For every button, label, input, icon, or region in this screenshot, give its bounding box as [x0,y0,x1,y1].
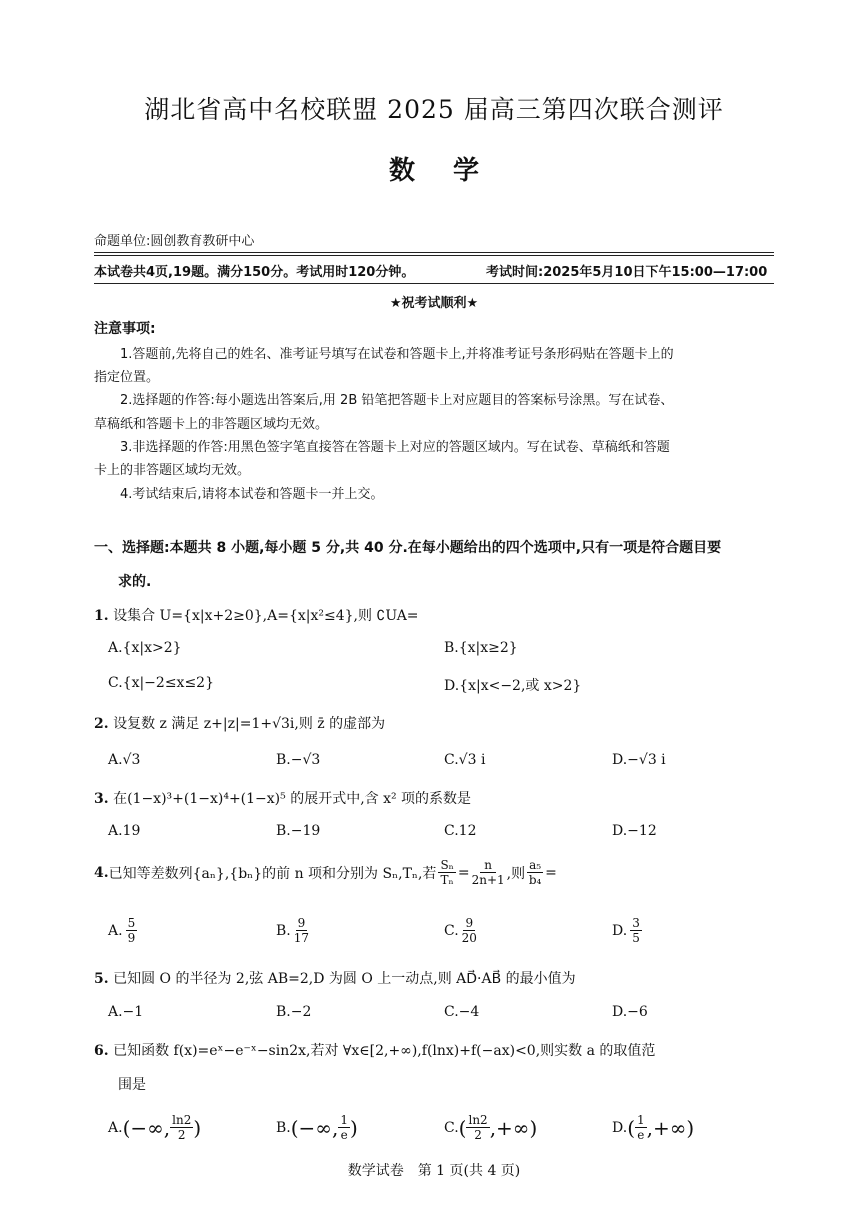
note-line: 指定位置。 [94,370,160,385]
notes-title: 注意事项: [94,321,156,337]
question-text: 已知圆 O 的半径为 2,弦 AB=2,D 为圆 O 上一动点,则 AD⃗·AB⃗ 的最小值为 [113,971,576,987]
question-6 [94,1040,655,1060]
note-line: 卡上的非答题区域均无效。 [94,463,251,478]
subject-title: 数学 [388,156,517,186]
option-a: A.19 [108,823,141,839]
option-a: A.{x|x>2} [108,640,182,656]
exam-time: 考试时间:2025年5月10日下午15:00—17:00 [486,265,768,280]
fraction: 9 20 [461,916,477,945]
question-1 [94,605,419,625]
option-b: B.{x|x≥2} [444,640,518,656]
fraction: ln2 2 [468,1113,488,1142]
option-b: B. (−∞, 1 e ) [276,1113,358,1142]
question-number: 4. [94,864,109,881]
option-d: D.−√3 i [612,752,666,768]
option-b: B.−2 [276,1004,312,1020]
question-3 [94,788,471,808]
option-c: C.{x|−2≤x≤2} [108,675,214,691]
exam-title: 湖北省高中名校联盟 2025 届高三第四次联合测评 [144,95,724,124]
option-c: C.−4 [444,1004,480,1020]
question-5 [94,968,576,988]
option-d: D.−12 [612,823,657,839]
question-number: 1. [94,608,109,624]
fraction: ln2 2 [172,1113,192,1142]
exam-info: 本试卷共4页,19题。满分150分。考试用时120分钟。 [94,265,415,280]
option-a: A.−1 [108,1004,144,1020]
divider-top [94,252,774,253]
note-line: 1.答题前,先将自己的姓名、准考证号填写在试卷和答题卡上,并将准考证号条形码贴在答题卡上的 [120,347,674,362]
fraction: 3 5 [632,916,640,945]
question-2 [94,713,385,733]
option-b: B.−19 [276,823,321,839]
section-heading: 一、选择题:本题共 8 小题,每小题 5 分,共 40 分.在每小题给出的四个选项中,只有一项是符合题目要 [94,540,722,556]
option-d: D. ( 1 e ,+∞) [612,1113,695,1142]
question-4: 4. 已知等差数列{aₙ},{bₙ}的前 n 项和分别为 Sₙ,Tₙ,若 $\frac{\text{Sₙ}}{\text{Tₙ}}$ = $\frac{n}{2n+1}$ ,则 $\frac{\text{a₅}}{\text{b₄}}$ = [94,858,557,887]
option-c: C. 9 20 [444,916,477,945]
author-unit: 命题单位:圆创教育教研中心 [94,234,255,249]
note-line: 3.非选择题的作答:用黑色签字笔直接答在答题卡上对应的答题区域内。写在试卷、草稿纸和答题 [120,440,670,455]
option-a: A.√3 [108,752,141,768]
option-d: D. 3 5 [612,916,640,945]
question-number: 6. [94,1043,109,1059]
wish-text: ★祝考试顺利★ [389,296,479,311]
option-b: B.−√3 [276,752,321,768]
option-a: A. (−∞, ln2 2 ) [108,1113,202,1142]
question-text: 已知等差数列{aₙ},{bₙ}的前 n 项和分别为 Sₙ,Tₙ,若 [108,865,437,882]
divider-top-2 [94,255,774,256]
fraction: $\frac{\text{Sₙ}}{\text{Tₙ}}$ [440,858,454,887]
option-a: A. 5 9 [108,916,136,945]
question-text: 设集合 U={x|x+2≥0},A={x|x²≤4},则 ∁UA= [113,608,419,624]
question-number: 3. [94,791,109,807]
note-line: 4.考试结束后,请将本试卷和答题卡一并上交。 [120,487,384,502]
fraction: $\frac{n}{2n+1}$ [471,858,505,887]
question-number: 2. [94,716,109,732]
option-c: C.12 [444,823,477,839]
section-heading-cont: 求的. [118,574,152,590]
option-c: C. ( ln2 2 ,+∞) [444,1113,538,1142]
fraction: 1 e [340,1113,348,1142]
fraction: 1 e [637,1113,645,1142]
divider-bottom [94,283,774,284]
question-text: 已知函数 f(x)=eˣ−e⁻ˣ−sin2x,若对 ∀x∈[2,+∞),f(lnx)+f(−ax)<0,则实数 a 的取值范 [113,1043,656,1059]
question-text: 设复数 z 满足 z+|z|=1+√3i,则 z̄ 的虚部为 [113,716,386,732]
fraction: 5 9 [127,916,136,945]
question-number: 5. [94,971,109,987]
option-d: D.−6 [612,1004,648,1020]
note-line: 草稿纸和答题卡上的非答题区域均无效。 [94,417,329,432]
fraction: 9 17 [293,916,310,945]
option-c: C.√3 i [444,752,486,768]
question-text-cont: 围是 [118,1077,146,1093]
note-line: 2.选择题的作答:每小题选出答案后,用 2B 铅笔把答题卡上对应题目的答案标号涂黑。写在试卷、 [120,393,674,408]
question-text: 在(1−x)³+(1−x)⁴+(1−x)⁵ 的展开式中,含 x² 项的系数是 [113,791,472,807]
option-d: D.{x|x<−2,或 x>2} [444,678,582,694]
fraction: $\frac{\text{a₅}}{\text{b₄}}$ [528,858,542,887]
page-footer: 数学试卷 第 1 页(共 4 页) [347,1163,521,1179]
option-b: B. 9 17 [276,916,310,945]
